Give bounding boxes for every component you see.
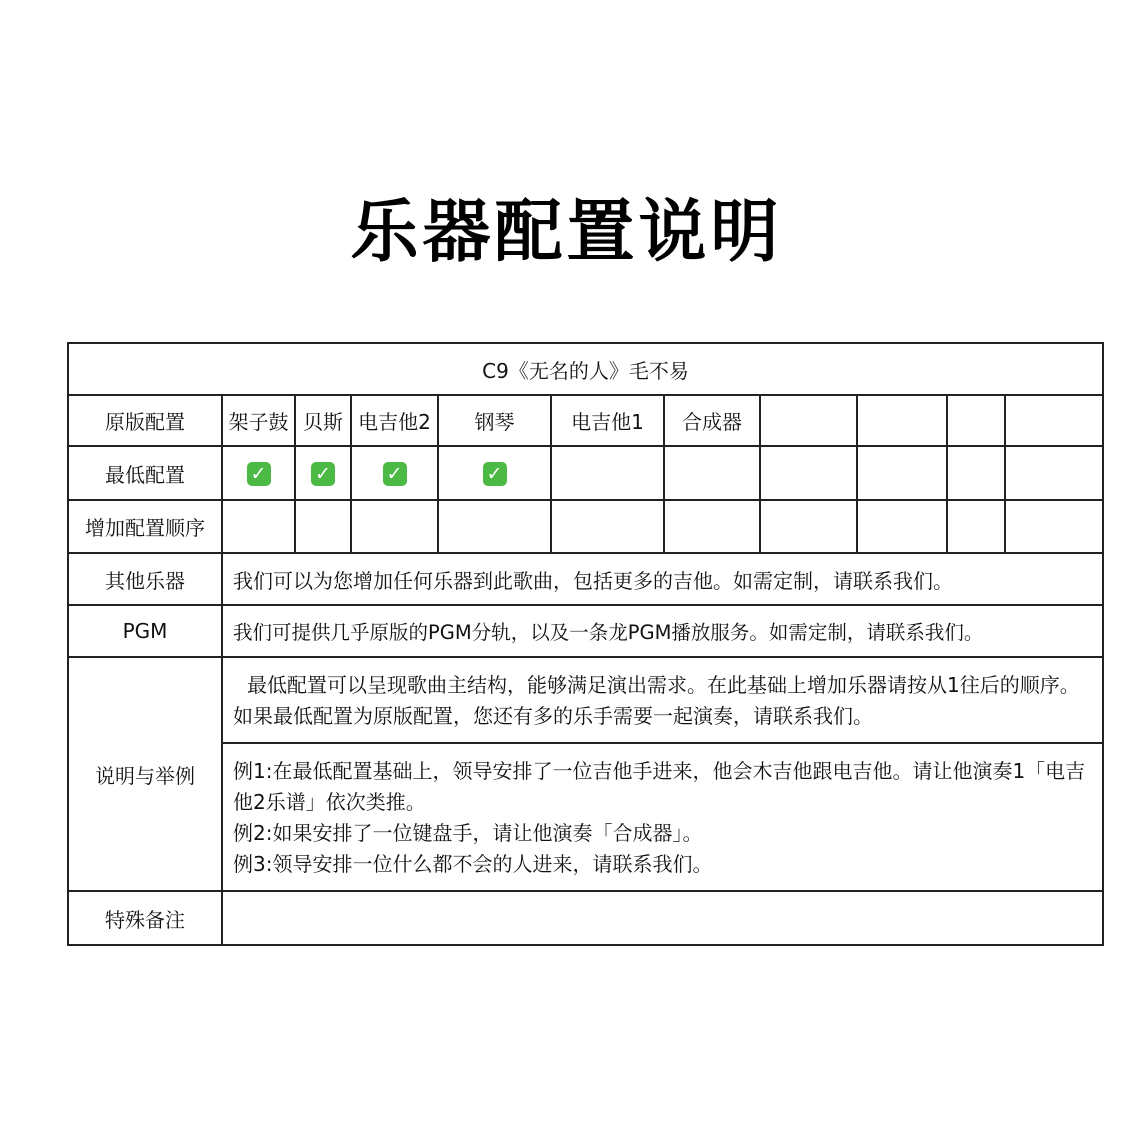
order-cell — [438, 500, 551, 553]
minimum-check-cell — [947, 446, 1005, 500]
explain-row — [68, 657, 1103, 743]
special-notes-label: 特殊备注 — [68, 891, 222, 945]
instrument-cell: 贝斯 — [295, 395, 351, 446]
minimum-check-cell — [1005, 446, 1103, 500]
order-cell — [1005, 500, 1103, 553]
checkmark-icon: ✓ — [383, 462, 407, 486]
instrument-cell — [760, 395, 857, 446]
instrument-cell — [1005, 395, 1103, 446]
order-cell — [664, 500, 760, 553]
order-cell — [351, 500, 438, 553]
other-instruments-row — [68, 553, 1103, 605]
song-row — [68, 343, 1103, 395]
order-cell — [295, 500, 351, 553]
instrument-cell: 合成器 — [664, 395, 760, 446]
instrument-cell: 架子鼓 — [222, 395, 295, 446]
minimum-check-cell — [222, 446, 295, 500]
minimum-check-cell — [551, 446, 664, 500]
minimum-check-cell — [857, 446, 947, 500]
instrument-cell — [857, 395, 947, 446]
minimum-check-cell — [295, 446, 351, 500]
example-3: 例3:领导安排一位什么都不会的人进来，请联系我们。 — [233, 852, 713, 876]
instrument-cell: 电吉他2 — [351, 395, 438, 446]
minimum-config-row — [68, 446, 1103, 500]
minimum-check-cell — [664, 446, 760, 500]
minimum-check-cell — [351, 446, 438, 500]
order-cell — [222, 500, 295, 553]
minimum-config-label: 最低配置 — [68, 446, 222, 500]
original-config-row — [68, 395, 1103, 446]
example-2: 例2:如果安排了一位键盘手，请让他演奏「合成器」。 — [233, 821, 703, 845]
page-title: 乐器配置说明 — [350, 193, 783, 272]
order-row — [68, 500, 1103, 553]
minimum-check-cell — [760, 446, 857, 500]
special-notes-row — [68, 891, 1103, 945]
example-1: 例1:在最低配置基础上，领导安排了一位吉他手进来，他会木吉他跟电吉他。请让他演奏1「电吉他2乐谱」依次类推。 — [233, 759, 1086, 814]
examples-row — [68, 743, 1103, 891]
order-cell — [760, 500, 857, 553]
checkmark-icon: ✓ — [483, 462, 507, 486]
order-cell — [947, 500, 1005, 553]
order-cell — [551, 500, 664, 553]
order-cell — [857, 500, 947, 553]
checkmark-icon: ✓ — [311, 462, 335, 486]
explain-text: 最低配置可以呈现歌曲主结构，能够满足演出需求。在此基础上增加乐器请按从1往后的顺序。如果最低配置为原版配置，您还有多的乐手需要一起演奏，请联系我们。 — [222, 657, 1103, 743]
special-notes-text — [222, 891, 1103, 945]
explain-label: 说明与举例 — [68, 657, 222, 891]
checkmark-icon: ✓ — [247, 462, 271, 486]
order-config-label: 增加配置顺序 — [68, 500, 222, 553]
pgm-text: 我们可提供几乎原版的PGM分轨，以及一条龙PGM播放服务。如需定制，请联系我们。 — [222, 605, 1103, 657]
instrument-cell — [947, 395, 1005, 446]
examples-block — [222, 743, 1103, 891]
instrument-config-table — [67, 342, 1104, 946]
other-instruments-text: 我们可以为您增加任何乐器到此歌曲，包括更多的吉他。如需定制，请联系我们。 — [222, 553, 1103, 605]
pgm-row — [68, 605, 1103, 657]
minimum-check-cell — [438, 446, 551, 500]
original-config-label: 原版配置 — [68, 395, 222, 446]
instrument-cell: 钢琴 — [438, 395, 551, 446]
pgm-label: PGM — [68, 605, 222, 657]
other-instruments-label: 其他乐器 — [68, 553, 222, 605]
song-title: C9《无名的人》毛不易 — [68, 343, 1103, 395]
instrument-cell: 电吉他1 — [551, 395, 664, 446]
